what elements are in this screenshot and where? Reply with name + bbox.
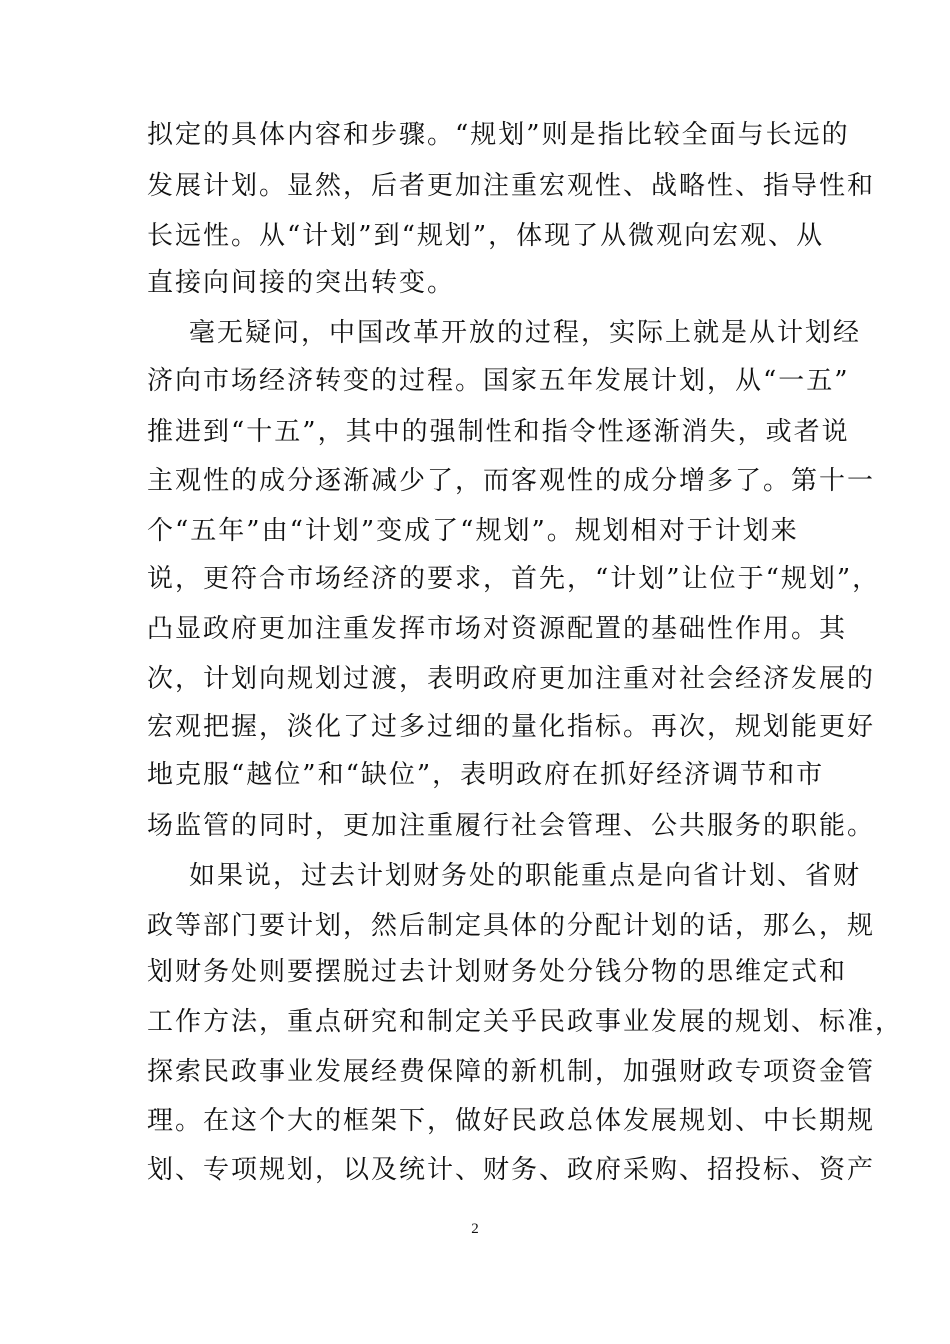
body-line: 济向市场经济转变的过程。国家五年发展计划，从“一五” [147,366,850,396]
body-line: 理。在这个大的框架下，做好民政总体发展规划、中长期规 [147,1106,876,1136]
body-line: 直接向间接的突出转变。 [147,268,456,298]
body-line: 凸显政府更加注重发挥市场对资源配置的基础性作用。其 [147,614,848,644]
body-line: 宏观把握，淡化了过多过细的量化指标。再次，规划能更好 [147,712,876,742]
body-line: 发展计划。显然，后者更加注重宏观性、战略性、指导性和 [147,171,876,201]
body-line: 工作方法，重点研究和制定关乎民政事业发展的规划、标准， [147,1007,904,1037]
body-line: 个“五年”由“计划”变成了“规划”。规划相对于计划来 [147,516,799,546]
paragraph-first-line: 毫无疑问，中国改革开放的过程，实际上就是从计划经 [189,318,862,348]
body-line: 主观性的成分逐渐减少了，而客观性的成分增多了。第十一 [147,466,876,496]
body-line: 场监管的同时，更加注重履行社会管理、公共服务的职能。 [147,811,876,841]
body-line: 说，更符合市场经济的要求，首先，“计划”让位于“规划”， [147,564,881,594]
body-line: 探索民政事业发展经费保障的新机制，加强财政专项资金管 [147,1057,876,1087]
body-line: 划、专项规划，以及统计、财务、政府采购、招投标、资产 [147,1155,876,1185]
paragraph-first-line: 如果说，过去计划财务处的职能重点是向省计划、省财 [189,861,862,891]
body-line: 政等部门要计划，然后制定具体的分配计划的话，那么，规 [147,911,876,941]
body-line: 长远性。从“计划”到“规划”，体现了从微观向宏观、从 [147,221,825,251]
body-line: 拟定的具体内容和步骤。“规划”则是指比较全面与长远的 [147,120,850,150]
body-line: 划财务处则要摆脱过去计划财务处分钱分物的思维定式和 [147,957,848,987]
body-line: 次，计划向规划过渡，表明政府更加注重对社会经济发展的 [147,664,876,694]
body-line: 地克服“越位”和“缺位”，表明政府在抓好经济调节和市 [147,760,825,790]
page-number: 2 [471,1221,479,1237]
body-line: 推进到“十五”，其中的强制性和指令性逐渐消失，或者说 [147,417,850,447]
